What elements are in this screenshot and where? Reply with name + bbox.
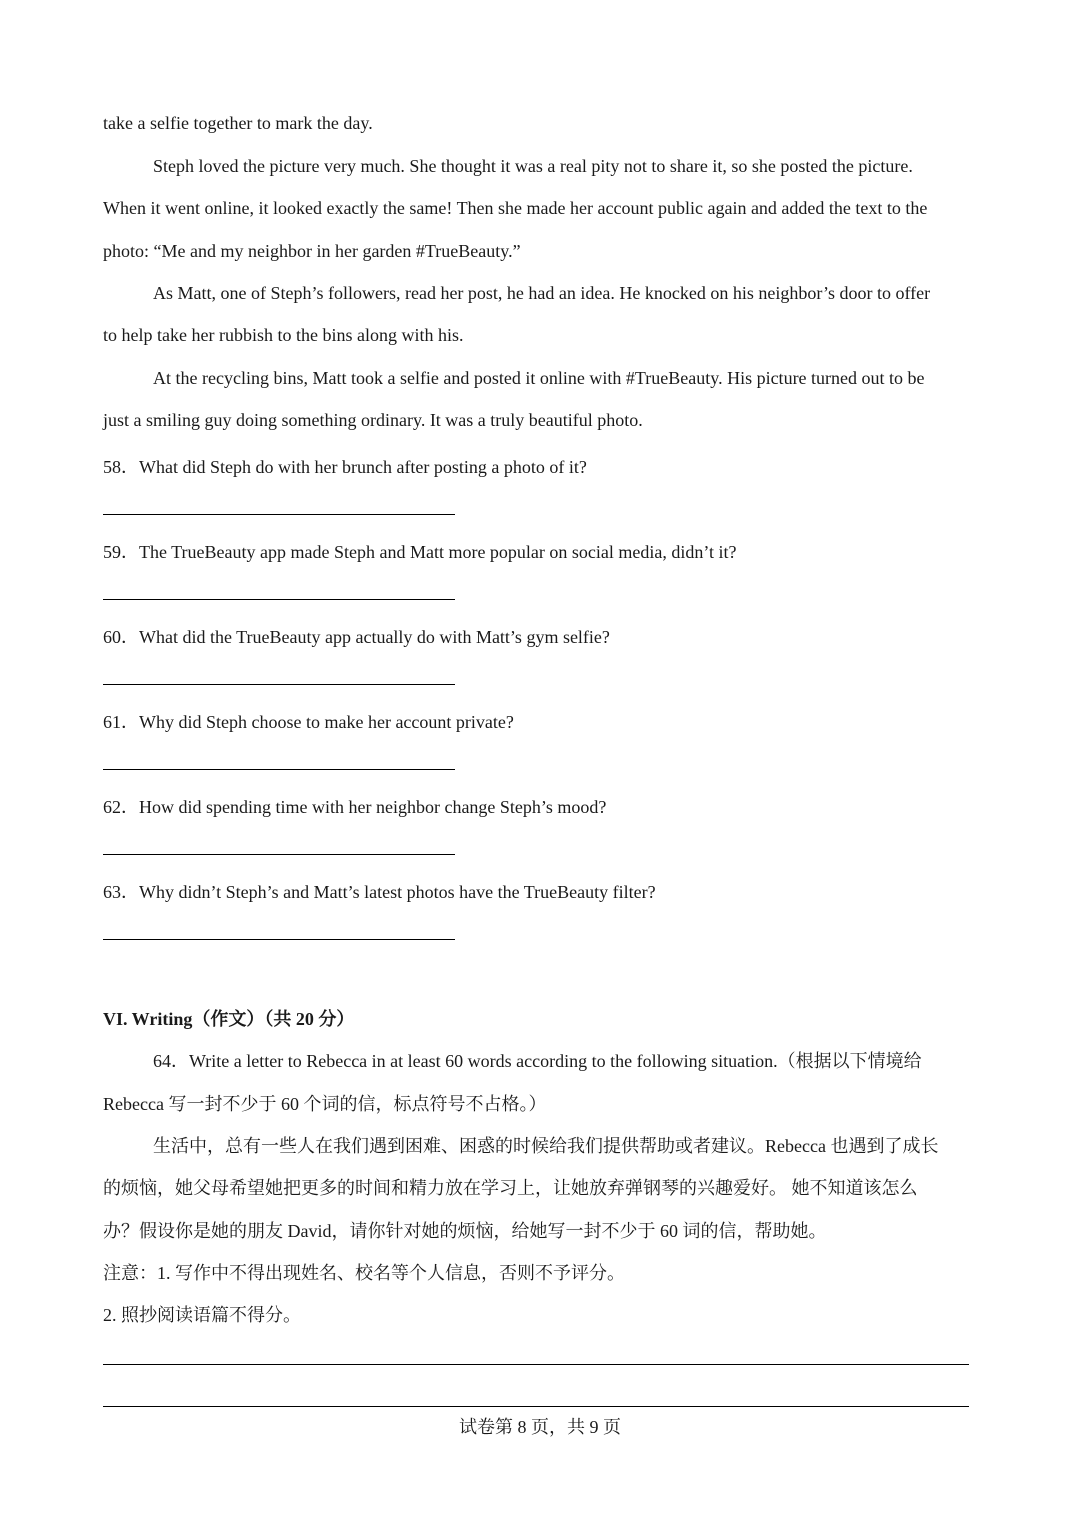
question-number: 59．	[103, 542, 139, 562]
situation-line-1: 生活中，总有一些人在我们遇到困难、困惑的时候给我们提供帮助或者建议。Rebecca 也遇到了成长	[153, 1136, 939, 1156]
question-58	[103, 453, 587, 479]
question-text: What did Steph do with her brunch after posting a photo of it?	[139, 457, 587, 477]
question-61	[103, 708, 514, 734]
question-64-line-2: Rebecca 写一封不少于 60 个词的信，标点符号不占格。）	[103, 1094, 547, 1114]
answer-line-62[interactable]	[103, 854, 455, 855]
answer-line-58[interactable]	[103, 514, 455, 515]
passage-line-4: photo: “Me and my neighbor in her garden #TrueBeauty.”	[103, 241, 521, 261]
question-number: 58．	[103, 457, 139, 477]
answer-line-60[interactable]	[103, 684, 455, 685]
question-text: What did the TrueBeauty app actually do with Matt’s gym selfie?	[139, 627, 610, 647]
question-text: Why didn’t Steph’s and Matt’s latest photos have the TrueBeauty filter?	[139, 882, 656, 902]
situation-line-3: 办？假设你是她的朋友 David，请你针对她的烦恼，给她写一封不少于 60 词的信，帮助她。	[103, 1221, 827, 1241]
passage-line-5: As Matt, one of Steph’s followers, read her post, he had an idea. He knocked on his neighbor’s door to offer	[153, 283, 931, 303]
question-62	[103, 793, 606, 819]
question-number: 61．	[103, 712, 139, 732]
passage-line-2: Steph loved the picture very much. She thought it was a real pity not to share it, so she posted the picture.	[153, 156, 913, 176]
writing-answer-line-2[interactable]	[103, 1406, 969, 1407]
passage-line-6: to help take her rubbish to the bins along with his.	[103, 325, 464, 345]
page-footer: 试卷第 8 页，共 9 页	[459, 1417, 621, 1437]
answer-line-63[interactable]	[103, 939, 455, 940]
question-number: 62．	[103, 797, 139, 817]
question-text: Why did Steph choose to make her account private?	[139, 712, 514, 732]
answer-line-61[interactable]	[103, 769, 455, 770]
note-line-1: 注意：1. 写作中不得出现姓名、校名等个人信息，否则不予评分。	[103, 1263, 625, 1283]
answer-line-59[interactable]	[103, 599, 455, 600]
question-number: 63．	[103, 882, 139, 902]
writing-answer-line-1[interactable]	[103, 1364, 969, 1365]
passage-line-3: When it went online, it looked exactly the same! Then she made her account public again and added the text to the	[103, 198, 928, 218]
question-63	[103, 878, 656, 904]
passage-line-7: At the recycling bins, Matt took a selfie and posted it online with #TrueBeauty. His picture turned out to be	[153, 368, 925, 388]
passage-line-1: take a selfie together to mark the day.	[103, 113, 373, 133]
question-59	[103, 538, 737, 564]
passage-line-8: just a smiling guy doing something ordinary. It was a truly beautiful photo.	[103, 410, 643, 430]
question-text: How did spending time with her neighbor change Steph’s mood?	[139, 797, 607, 817]
question-60	[103, 623, 610, 649]
situation-line-2: 的烦恼，她父母希望她把更多的时间和精力放在学习上，让她放弃弹钢琴的兴趣爱好。 她不知道该怎么	[103, 1178, 918, 1198]
question-text: The TrueBeauty app made Steph and Matt more popular on social media, didn’t it?	[139, 542, 737, 562]
question-number: 60．	[103, 627, 139, 647]
note-line-2: 2. 照抄阅读语篇不得分。	[103, 1305, 301, 1325]
question-64-line-1: 64．Write a letter to Rebecca in at least 60 words according to the following situation.（根据以下情境给	[153, 1051, 922, 1071]
section-heading: VI. Writing（作文）（共 20 分）	[103, 1009, 355, 1029]
